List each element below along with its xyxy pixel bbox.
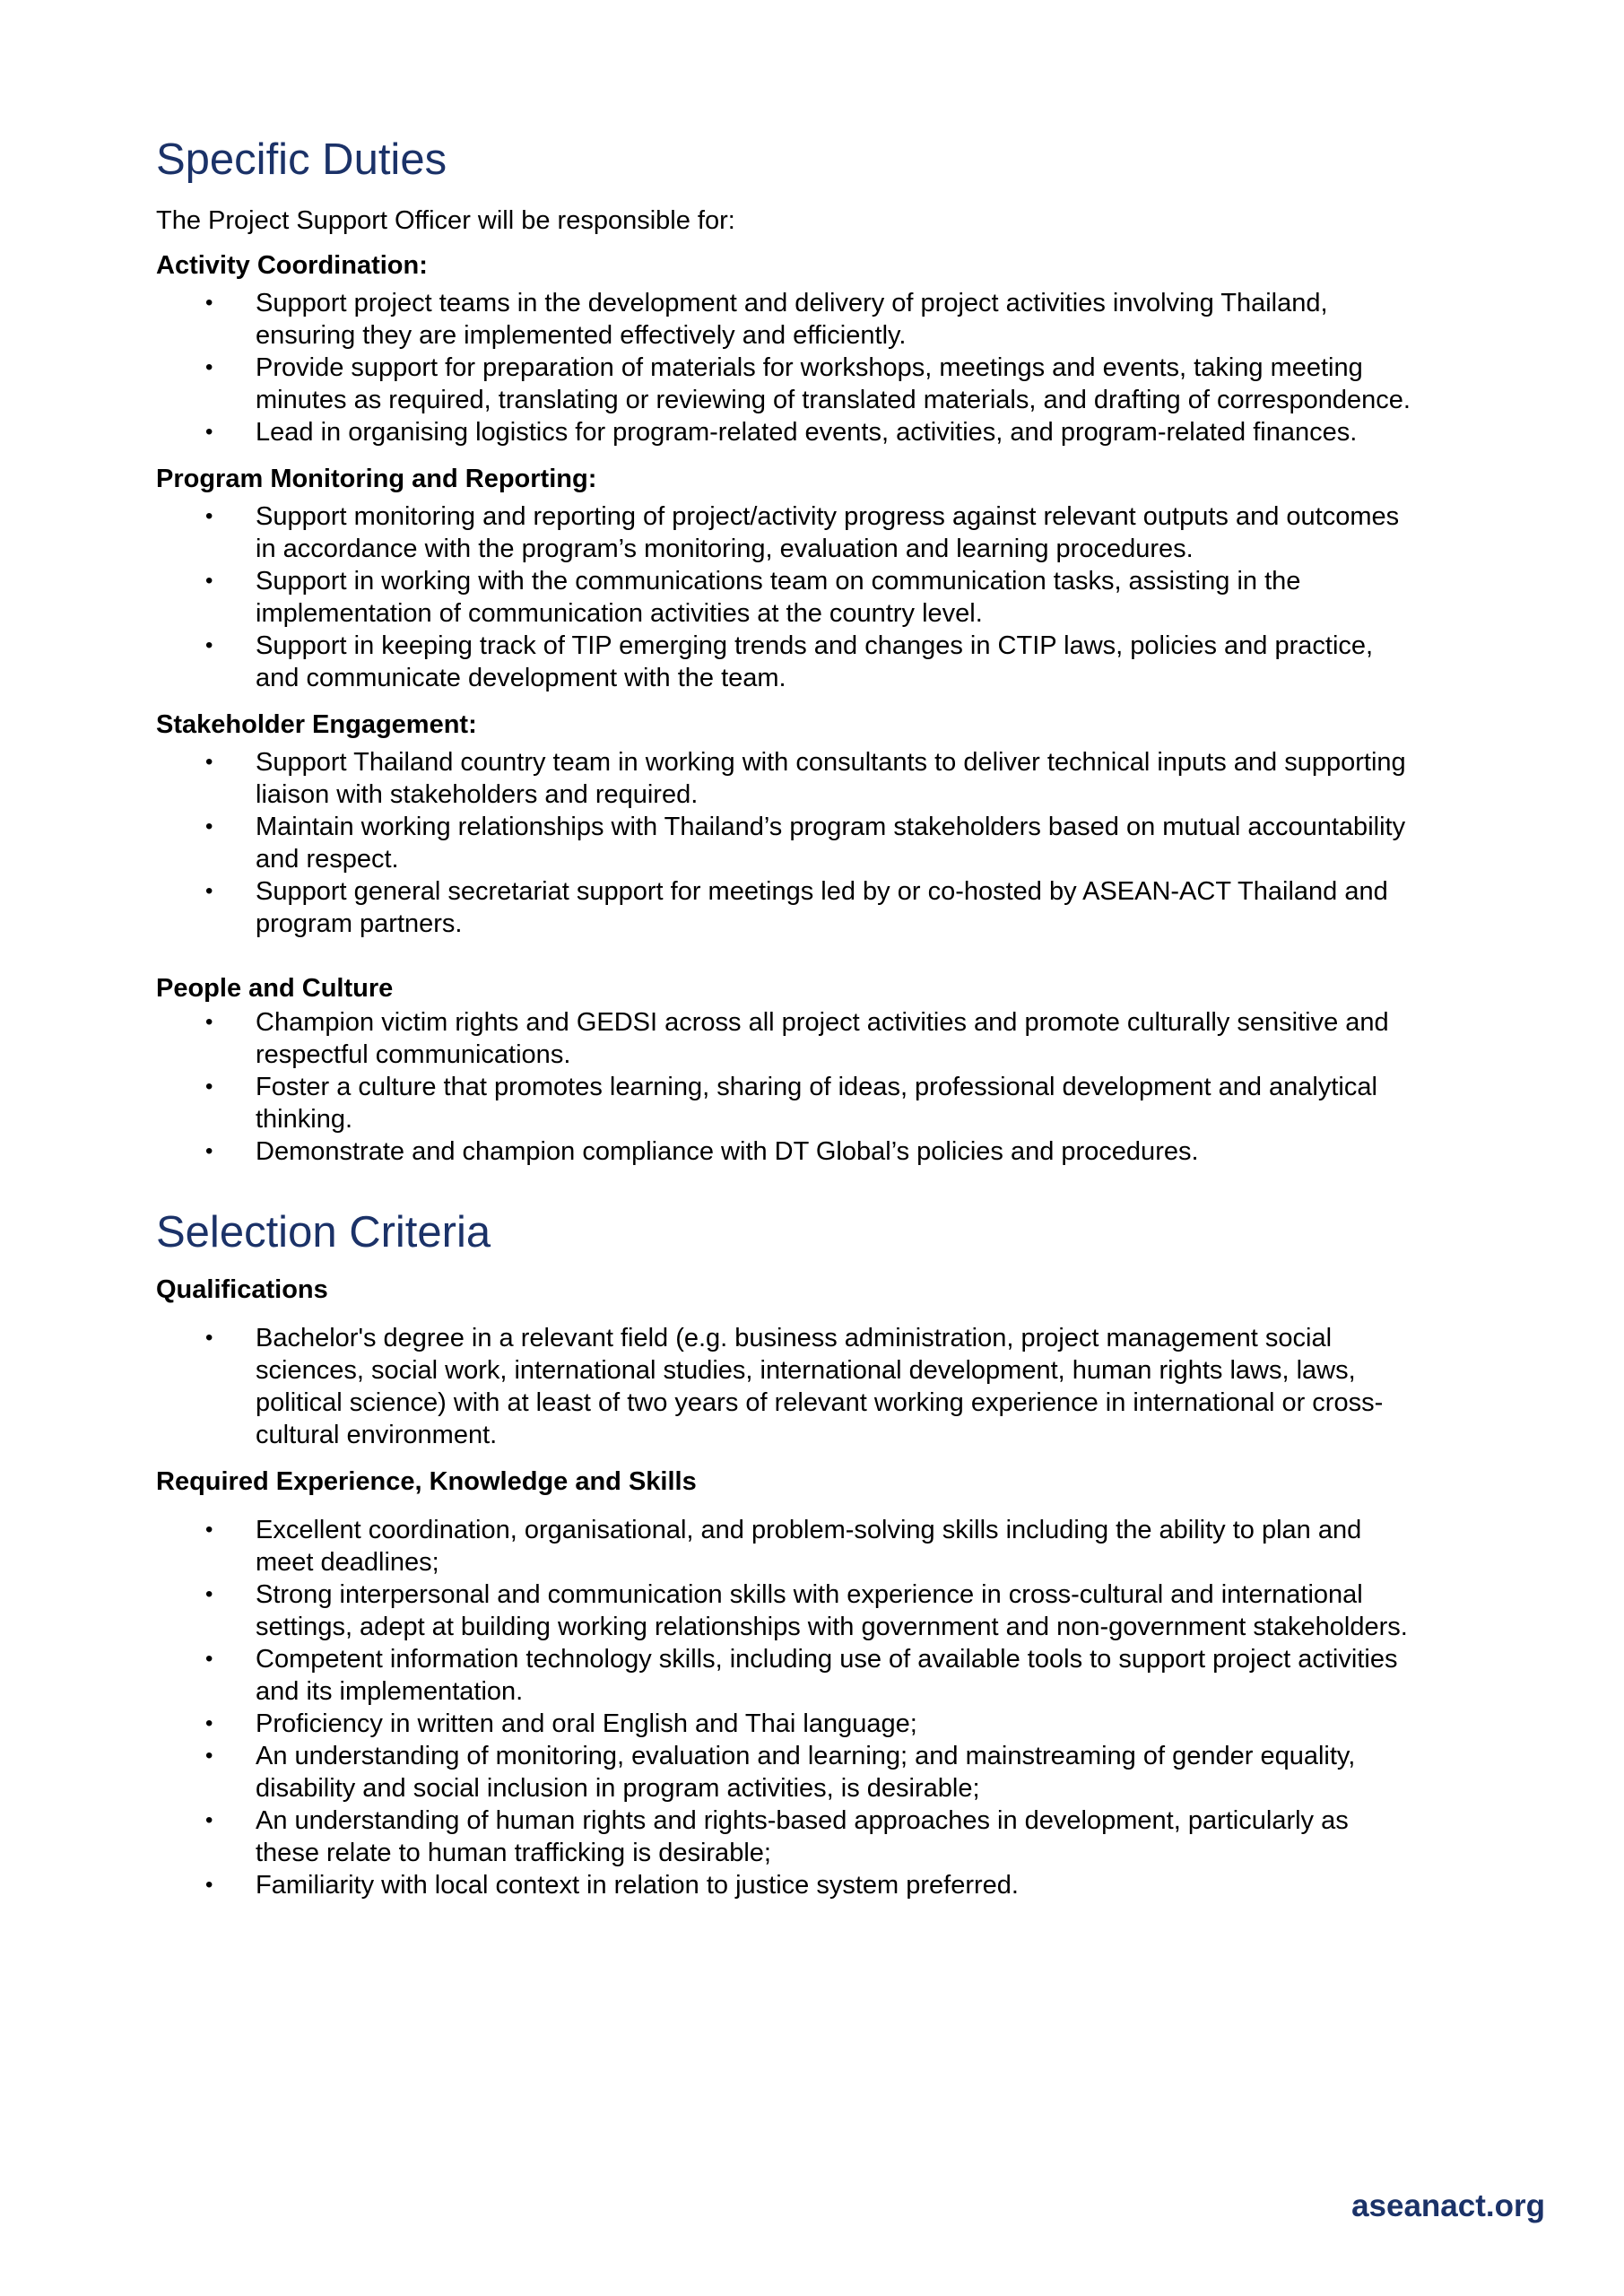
group-heading: Program Monitoring and Reporting: [156, 465, 597, 493]
list-item-text: Support general secretariat support for meetings led by or co-hosted by ASEAN-ACT Thailand and program partners. [256, 877, 1388, 938]
list-item-text: Foster a culture that promotes learning, sharing of ideas, professional development and analytical thinking. [256, 1073, 1377, 1134]
bullet-list [156, 746, 1411, 940]
criteria-group-qualifications [156, 1274, 1411, 1451]
criteria-group-experience-skills [156, 1465, 1411, 1901]
list-item-text: Support monitoring and reporting of project/activity progress against relevant outputs and outcomes in accordance with the program’s monitoring, evaluation and learning procedures. [256, 502, 1400, 563]
list-item [156, 352, 1411, 416]
list-item [156, 500, 1411, 565]
bullet-icon: • [205, 1711, 213, 1735]
duty-group-program-monitoring [156, 463, 1411, 694]
bullet-icon: • [205, 1647, 213, 1671]
list-item [156, 1514, 1411, 1578]
list-item-text: Bachelor's degree in a relevant field (e.g. business administration, project management social sciences, social work, international studies, international development, human rights laws, laws, political science) with at least of two years of relevant working experience in international or cross-cultural environment. [256, 1324, 1384, 1449]
bullet-icon: • [205, 1074, 213, 1099]
list-item [156, 287, 1411, 352]
group-heading: Stakeholder Engagement: [156, 710, 477, 739]
list-item [156, 630, 1411, 694]
bullet-icon: • [205, 291, 213, 315]
list-item-text: Support in working with the communications team on communication tasks, assisting in the implementation of communication activities at the country level. [256, 567, 1301, 628]
list-item-text: Support project teams in the development and delivery of project activities involving Thailand, ensuring they are implemented effectively and efficiently. [256, 289, 1328, 350]
bullet-list [156, 287, 1411, 448]
bullet-icon: • [205, 1326, 213, 1350]
duty-group-people-and-culture [156, 972, 1411, 1168]
list-item-text: Competent information technology skills, including use of available tools to support project activities and its implementation. [256, 1645, 1398, 1706]
bullet-icon: • [205, 1808, 213, 1832]
list-item-text: Support in keeping track of TIP emerging trends and changes in CTIP laws, policies and practice, and communicate development with the team. [256, 631, 1374, 692]
list-item-text: An understanding of human rights and rights-based approaches in development, particularly as these relate to human trafficking is desirable; [256, 1806, 1349, 1867]
bullet-list [156, 1006, 1411, 1168]
list-item [156, 565, 1411, 630]
bullet-icon: • [205, 420, 213, 444]
list-item [156, 1578, 1411, 1643]
list-item [156, 1869, 1411, 1901]
list-item [156, 1708, 1411, 1740]
bullet-icon: • [205, 569, 213, 593]
group-heading: Qualifications [156, 1275, 328, 1304]
list-item [156, 1643, 1411, 1708]
list-item [156, 1322, 1411, 1451]
bullet-icon: • [205, 814, 213, 839]
group-heading: Required Experience, Knowledge and Skills [156, 1467, 697, 1496]
duty-group-stakeholder-engagement [156, 709, 1411, 940]
list-item-text: Familiarity with local context in relation to justice system preferred. [256, 1871, 1019, 1900]
document-page [156, 133, 1411, 1901]
section-specific-duties [156, 133, 1411, 1168]
bullet-icon: • [205, 1010, 213, 1034]
duty-group-activity-coordination [156, 249, 1411, 448]
bullet-list [156, 1514, 1411, 1901]
list-item-text: Proficiency in written and oral English and Thai language; [256, 1709, 917, 1738]
website-link[interactable]: aseanact.org [1351, 2188, 1545, 2223]
bullet-icon: • [205, 1873, 213, 1897]
list-item-text: Demonstrate and champion compliance with DT Global’s policies and procedures. [256, 1137, 1199, 1166]
section-title: Specific Duties [156, 135, 447, 184]
section-selection-criteria [156, 1205, 1411, 1901]
list-item-text: Excellent coordination, organisational, and problem-solving skills including the ability to plan and meet deadlines; [256, 1516, 1362, 1577]
group-heading: People and Culture [156, 974, 394, 1003]
list-item-text: Maintain working relationships with Thailand’s program stakeholders based on mutual accountability and respect. [256, 813, 1406, 874]
bullet-icon: • [205, 1518, 213, 1542]
list-item-text: Champion victim rights and GEDSI across all project activities and promote culturally sensitive and respectful communications. [256, 1008, 1389, 1069]
list-item [156, 1135, 1411, 1168]
list-item-text: Provide support for preparation of materials for workshops, meetings and events, taking meeting minutes as required, translating or reviewing of translated materials, and drafting of correspondence. [256, 353, 1411, 414]
bullet-icon: • [205, 504, 213, 528]
list-item [156, 875, 1411, 940]
bullet-icon: • [205, 633, 213, 657]
bullet-list [156, 500, 1411, 694]
bullet-icon: • [205, 879, 213, 903]
group-heading: Activity Coordination: [156, 251, 428, 280]
section-title: Selection Criteria [156, 1208, 491, 1257]
list-item [156, 811, 1411, 875]
bullet-icon: • [205, 750, 213, 774]
list-item-text: Strong interpersonal and communication skills with experience in cross-cultural and international settings, adept at building working relationships with government and non-government stakeholders. [256, 1580, 1408, 1641]
list-item [156, 1006, 1411, 1071]
section-intro: The Project Support Officer will be responsible for: [156, 206, 735, 235]
list-item [156, 746, 1411, 811]
list-item-text: Support Thailand country team in working with consultants to deliver technical inputs and supporting liaison with stakeholders and required. [256, 748, 1406, 809]
list-item-text: Lead in organising logistics for program-related events, activities, and program-related finances. [256, 418, 1358, 447]
list-item-text: An understanding of monitoring, evaluation and learning; and mainstreaming of gender equality, disability and social inclusion in program activities, is desirable; [256, 1742, 1356, 1803]
list-item [156, 1740, 1411, 1805]
list-item [156, 416, 1411, 448]
bullet-list [156, 1322, 1411, 1451]
bullet-icon: • [205, 1744, 213, 1768]
list-item [156, 1071, 1411, 1135]
bullet-icon: • [205, 1139, 213, 1163]
list-item [156, 1805, 1411, 1869]
bullet-icon: • [205, 355, 213, 379]
bullet-icon: • [205, 1582, 213, 1606]
